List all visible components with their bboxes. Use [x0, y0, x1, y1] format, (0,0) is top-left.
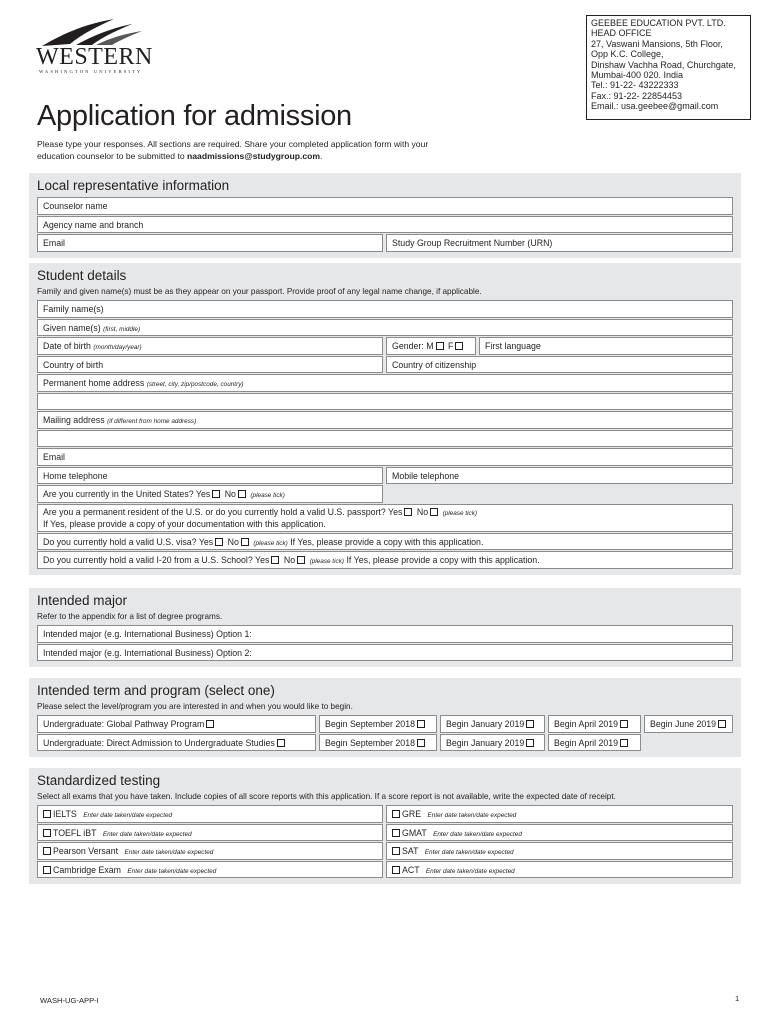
field-label: Home telephone — [43, 470, 108, 481]
tick-hint: (please tick) — [250, 492, 285, 499]
exam-checkbox[interactable] — [392, 847, 400, 855]
section-title: Intended term and program (select one) — [37, 683, 275, 698]
university-logo — [36, 18, 153, 74]
exam-field[interactable] — [37, 861, 383, 879]
exam-label: Pearson Versant — [53, 846, 119, 856]
resident-no-checkbox[interactable] — [430, 508, 438, 516]
exam-field[interactable] — [386, 842, 733, 860]
field-label: Gender: M — [392, 341, 434, 351]
major-option-1-field[interactable] — [37, 625, 733, 643]
no-label: No — [416, 506, 429, 517]
field-hint: (if different from home address) — [107, 418, 197, 425]
field-label: Intended major (e.g. International Business) Option 2: — [43, 647, 252, 658]
office-address-line: Opp K.C. College, — [591, 49, 664, 60]
exam-field[interactable] — [37, 842, 383, 860]
field-label: F — [448, 341, 454, 351]
begin-jun-2019-checkbox[interactable] — [718, 720, 726, 728]
mobile-telephone-field[interactable] — [386, 467, 733, 485]
student-details-section — [29, 263, 741, 575]
submission-email: naadmissions@studygroup.com — [187, 150, 321, 161]
office-address-line: Mumbai-400 020. India — [591, 70, 684, 81]
tick-hint: (please tick) — [253, 539, 288, 547]
home-address-line2-field[interactable] — [37, 393, 733, 411]
field-label: First language — [485, 341, 541, 351]
field-hint: (street, city, zip/postcode, country) — [146, 381, 244, 388]
field-label: Study Group Recruitment Number (URN) — [392, 238, 553, 248]
exam-date-hint: Enter date taken/date expected — [124, 849, 214, 856]
program-direct-admission[interactable] — [37, 734, 316, 752]
family-name-field[interactable] — [37, 300, 733, 318]
section-title: Student details — [37, 268, 127, 283]
section-title: Intended major — [37, 593, 128, 608]
in-us-no-checkbox[interactable] — [238, 490, 246, 498]
begin-jan-2019-checkbox[interactable] — [526, 739, 534, 747]
visa-no-checkbox[interactable] — [241, 538, 249, 546]
logo-wordmark: WESTERN — [36, 44, 153, 70]
begin-sep-2018-checkbox[interactable] — [417, 739, 425, 747]
field-hint: (month/day/year) — [93, 344, 142, 351]
section-title: Local representative information — [37, 178, 230, 193]
option-label: Begin September 2018 — [325, 719, 415, 729]
field-label: Intended major (e.g. International Business) Option 1: — [43, 629, 252, 639]
begin-sep-2018-checkbox[interactable] — [417, 720, 425, 728]
given-name-field[interactable] — [37, 319, 733, 337]
exam-date-hint: Enter date taken/date expected — [425, 867, 515, 875]
exam-date-hint: Enter date taken/date expected — [127, 867, 217, 875]
begin-apr-2019-checkbox[interactable] — [620, 739, 628, 747]
option-label: Undergraduate: Global Pathway Program — [43, 719, 205, 729]
office-address-line: 27, Vaswani Mansions, 5th Floor, — [591, 38, 723, 49]
field-label: Email — [43, 238, 65, 248]
exam-checkbox[interactable] — [43, 847, 51, 855]
begin-jun-2019-option[interactable] — [644, 715, 733, 733]
exam-checkbox[interactable] — [43, 829, 51, 837]
option-label: Begin April 2019 — [554, 737, 619, 748]
exam-field[interactable] — [37, 805, 383, 823]
exam-label: TOEFL iBT — [53, 827, 97, 838]
field-label: Mailing address — [43, 415, 105, 425]
i20-no-checkbox[interactable] — [297, 556, 305, 564]
field-label: Country of citizenship — [392, 359, 477, 370]
field-label: Mobile telephone — [392, 470, 460, 481]
field-label: Date of birth — [43, 341, 91, 351]
exam-label: GRE — [402, 809, 422, 819]
office-address-line: Dinshaw Vachha Road, Churchgate, — [591, 59, 736, 70]
local-representative-section — [29, 173, 741, 258]
visa-note: If Yes, please provide a copy with this application. — [290, 536, 484, 547]
no-label: No — [224, 489, 236, 499]
exam-field[interactable] — [37, 824, 383, 842]
exam-field[interactable] — [386, 824, 733, 842]
begin-jan-2019-option[interactable] — [440, 715, 545, 733]
program-direct-admission-checkbox[interactable] — [277, 739, 285, 747]
student-email-field[interactable] — [37, 448, 733, 466]
begin-apr-2019-option[interactable] — [548, 734, 641, 752]
empty-cell — [644, 734, 733, 752]
empty-cell — [386, 485, 733, 503]
tick-hint: (please tick) — [442, 509, 478, 517]
intro-end: . — [320, 150, 323, 161]
begin-sep-2018-option[interactable] — [319, 734, 437, 752]
exam-label: IELTS — [53, 809, 77, 819]
exam-checkbox[interactable] — [392, 810, 400, 818]
intended-major-section — [29, 588, 741, 667]
agency-name-field[interactable] — [37, 216, 733, 234]
home-address-field[interactable] — [37, 374, 733, 392]
tick-hint: (please tick) — [309, 558, 345, 565]
gender-m-checkbox[interactable] — [436, 342, 444, 350]
resident-yes-checkbox[interactable] — [404, 508, 412, 516]
exam-label: ACT — [402, 864, 420, 875]
field-label: Agency name and branch — [43, 219, 144, 230]
resident-note: If Yes, please provide a copy of your documentation with this application. — [43, 519, 326, 529]
section-note: Refer to the appendix for a list of degree programs. — [37, 612, 223, 621]
standardized-testing-section — [29, 768, 741, 884]
option-label: Undergraduate: Direct Admission to Undergraduate Studies — [43, 737, 275, 748]
option-label: Begin September 2018 — [325, 737, 415, 748]
question-label: Do you currently hold a valid I-20 from a U.S. School? Yes — [43, 555, 270, 565]
in-us-question — [37, 485, 383, 503]
i20-question — [37, 551, 733, 569]
form-code: WASH-UG-APP-I — [40, 996, 99, 1005]
country-of-birth-field[interactable] — [37, 356, 383, 374]
counselor-name-field[interactable] — [37, 197, 733, 215]
exam-label: SAT — [402, 846, 419, 856]
exam-field[interactable] — [386, 805, 733, 823]
exam-checkbox[interactable] — [43, 810, 51, 818]
field-label: Counselor name — [43, 201, 108, 211]
exam-date-hint: Enter date taken/date expected — [433, 830, 522, 838]
section-note: Select all exams that you have taken. Include copies of all score reports with this application. If a score report is not available, write the expected date of receipt. — [37, 792, 616, 801]
program-global-pathway[interactable] — [37, 715, 316, 733]
mailing-address-line2-field[interactable] — [37, 430, 733, 448]
no-label: No — [283, 555, 296, 565]
begin-jan-2019-option[interactable] — [440, 734, 545, 752]
page-title: Application for admission — [37, 100, 352, 132]
option-label: Begin April 2019 — [554, 719, 619, 729]
field-label: Given name(s) — [43, 322, 101, 333]
i20-note: If Yes, please provide a copy with this application. — [346, 555, 540, 565]
in-us-yes-checkbox[interactable] — [212, 490, 220, 498]
gender-f-checkbox[interactable] — [455, 342, 463, 350]
begin-apr-2019-option[interactable] — [548, 715, 641, 733]
i20-yes-checkbox[interactable] — [271, 556, 279, 564]
page-number: 1 — [735, 994, 740, 1003]
logo-subtitle: WASHINGTON UNIVERSITY — [39, 69, 143, 74]
dob-field[interactable] — [37, 337, 383, 355]
exam-label: Cambridge Exam — [53, 864, 121, 875]
option-label: Begin June 2019 — [650, 719, 717, 729]
major-option-2-field[interactable] — [37, 644, 733, 662]
home-telephone-field[interactable] — [37, 467, 383, 485]
section-note: Please select the level/program you are interested in and when you would like to begin. — [37, 702, 353, 711]
office-address-line: Fax.: 91-22- 22854453 — [591, 90, 683, 101]
field-label: Permanent home address — [43, 378, 145, 388]
exam-checkbox[interactable] — [392, 866, 400, 874]
question-label: Are you a permanent resident of the U.S. or do you currently hold a valid U.S. passport? Yes — [43, 506, 403, 517]
visa-yes-checkbox[interactable] — [215, 538, 223, 546]
exam-date-hint: Enter date taken/date expected — [424, 849, 514, 856]
field-hint: (first, middle) — [103, 325, 141, 333]
option-label: Begin January 2019 — [446, 737, 525, 748]
option-label: Begin January 2019 — [446, 719, 525, 729]
exam-date-hint: Enter date taken/date expected — [83, 812, 173, 819]
mailing-address-field[interactable] — [37, 411, 733, 429]
program-global-pathway-checkbox[interactable] — [206, 720, 214, 728]
begin-apr-2019-checkbox[interactable] — [620, 720, 628, 728]
office-address-line: Tel.: 91-22- 43222333 — [591, 80, 679, 91]
country-of-citizenship-field[interactable] — [386, 356, 733, 374]
exam-label: GMAT — [402, 827, 427, 838]
office-address-line: GEEBEE EDUCATION PVT. LTD. — [591, 18, 726, 28]
field-label: Email — [43, 452, 65, 462]
no-label: No — [227, 536, 239, 547]
office-address-box — [586, 15, 751, 120]
question-label: Are you currently in the United States? Yes — [43, 489, 211, 499]
section-title: Standardized testing — [37, 773, 161, 788]
intro-text — [37, 139, 457, 162]
office-address-line: HEAD OFFICE — [591, 28, 652, 39]
section-note: Family and given name(s) must be as they appear on your passport. Provide proof of any legal name change, if applicable. — [37, 287, 482, 296]
question-label: Do you currently hold a valid U.S. visa? Yes — [43, 536, 214, 547]
gender-field — [386, 337, 476, 355]
begin-sep-2018-option[interactable] — [319, 715, 437, 733]
begin-jan-2019-checkbox[interactable] — [526, 720, 534, 728]
exam-checkbox[interactable] — [392, 829, 400, 837]
intro-body: Please type your responses. All sections are required. Share your completed application form with your education counselor to be submitted to — [37, 139, 429, 161]
rep-email-field[interactable] — [37, 234, 383, 252]
office-address-line: Email.: usa.geebee@gmail.com — [591, 101, 719, 112]
intended-term-section — [29, 678, 741, 757]
exam-date-hint: Enter date taken/date expected — [102, 830, 192, 838]
urn-field[interactable] — [386, 234, 733, 252]
exam-checkbox[interactable] — [43, 866, 51, 874]
exam-field[interactable] — [386, 861, 733, 879]
exam-date-hint: Enter date taken/date expected — [427, 812, 517, 819]
field-label: Family name(s) — [43, 304, 104, 314]
permanent-resident-question — [37, 504, 733, 532]
field-label: Country of birth — [43, 359, 104, 370]
visa-question — [37, 533, 733, 551]
first-language-field[interactable] — [479, 337, 733, 355]
